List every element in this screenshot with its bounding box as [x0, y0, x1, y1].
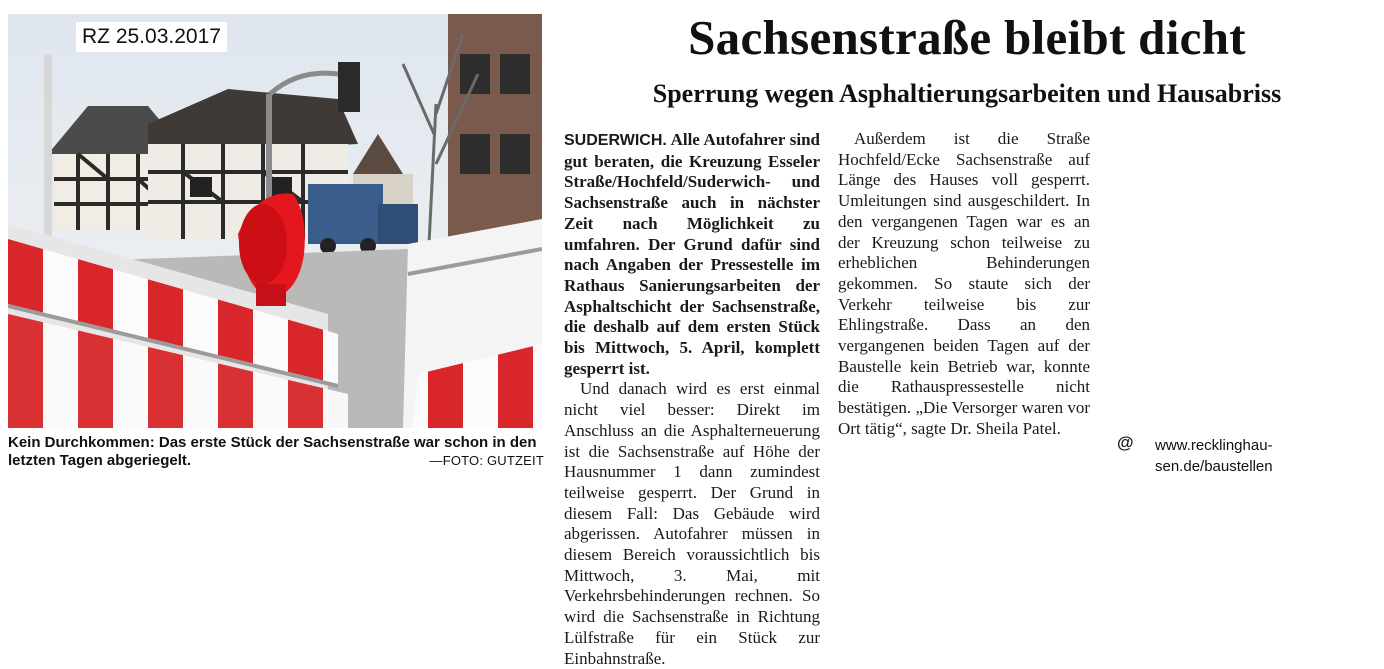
web-link-url[interactable]: [1155, 435, 1273, 477]
article-column-2: [838, 129, 1090, 440]
url-line-2: sen.de/baustellen: [1155, 458, 1273, 475]
caption-text: Kein Durchkommen: Das erste Stück der Sachsenstraße war schon in den letzten Tagen abgeriegelt.: [8, 434, 537, 469]
url-line-1: www.recklinghau-: [1155, 437, 1273, 454]
article-column-1: [564, 130, 820, 669]
photo-caption: [8, 434, 544, 470]
construction-site-photo: [8, 14, 542, 428]
dateline: SUDERWICH.: [564, 132, 667, 149]
lead-text: Alle Autofahrer sind gut beraten, die Kreuzung Esseler Straße/Hochfeld/Suderwich- und Sachsenstraße auch in nächster Zeit nach Möglichkeit zu umfahren. Der Grund dafür sind nach Angaben der Pressestelle im Rathaus Sanierungsarbeiten der Asphaltschicht der Sachsenstraße, die deshalb auf dem ersten Stück bis Mittwoch, 5. April, komplett gesperrt ist.: [564, 130, 821, 378]
date-stamp: RZ 25.03.2017: [76, 22, 227, 52]
article-headline: Sachsenstraße bleibt dicht: [688, 10, 1246, 65]
at-icon: @: [1117, 433, 1134, 452]
photo-credit: —FOTO: GUTZEIT: [429, 453, 544, 468]
article-photo: [8, 14, 542, 428]
body-paragraph-1-start: Und danach wird es erst einmal nicht viel besser: Direkt im Anschluss an die Asphalterneuerung ist die Sachsenstraße auf Höhe der Hausnummer 1 dann zumindest teilweise gesperrt. Der Grund in diesem Fall: Das Gebäude wird abgerissen. Autofahrer müssen in diesem Bereich voraussichtlich bis Mittwoch, 3. Mai, mit Verkehrsbehinderungen rechnen. So wird die Sachsenstraße in Richtung Lülfstraße für ein Stück zur Einbahnstraße.: [564, 379, 820, 668]
article-subheadline: Sperrung wegen Asphaltierungsarbeiten und Hausabriss: [652, 79, 1282, 108]
web-link[interactable]: [1117, 432, 1377, 478]
body-paragraph-2-start: Außerdem ist die Straße Hochfeld/Ecke Sachsenstraße auf Länge des Hauses voll gesperrt. Umleitungen sind ausgeschildert. In den vergangenen Tagen war es an der Kreuzung schon teilweise zu erheblichen Behinderungen gekommen. So staute sich der Verkehr teilweise bis zur Ehlingstraße. Dass an den vergangenen beiden Tagen auf der Baustelle kein Betrieb war, konnte die Rathauspressestelle nicht bestätigen. „Die Versorger waren vor Ort tätig“, sagte Dr. Sheila Patel.: [838, 129, 1090, 438]
lead-paragraph: [564, 130, 820, 379]
